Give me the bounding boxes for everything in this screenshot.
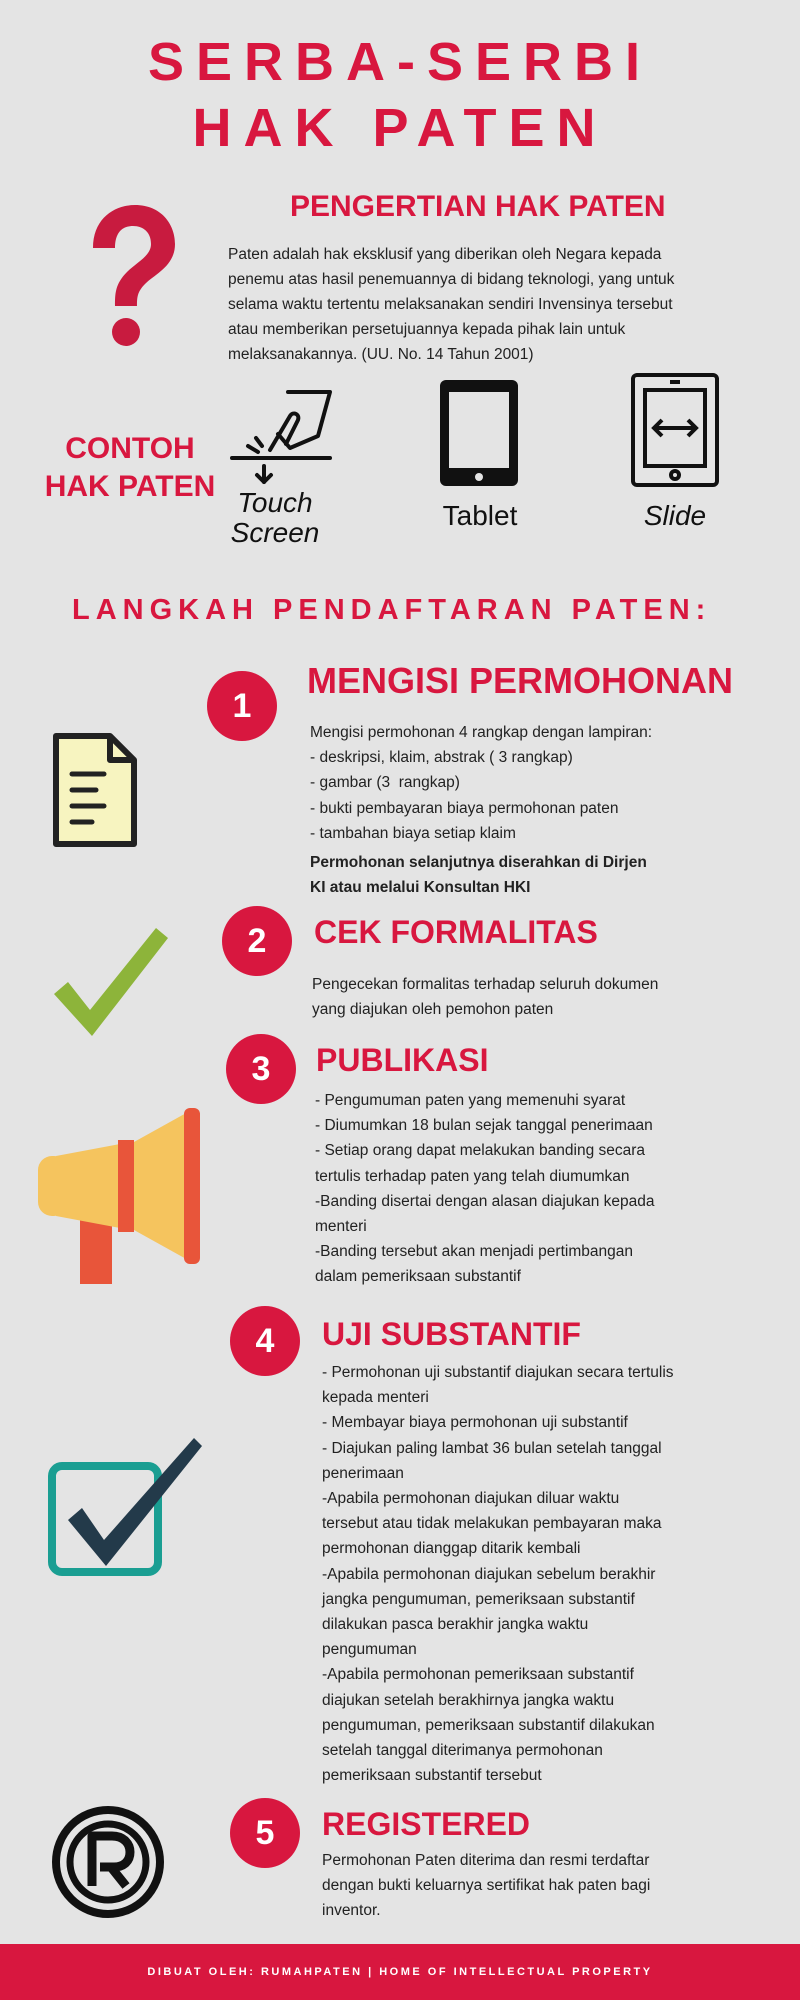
example-label-slide: Slide bbox=[643, 500, 707, 531]
step-title: CEK FORMALITAS bbox=[314, 914, 598, 950]
step-line: - Membayar biaya permohonan uji substantif bbox=[322, 1414, 628, 1432]
step-line: kepada menteri bbox=[322, 1389, 429, 1407]
step-line: dengan bukti keluarnya sertifikat hak paten bagi bbox=[322, 1877, 651, 1895]
definition-line: melaksanakannya. (UU. No. 14 Tahun 2001) bbox=[228, 346, 534, 363]
step-line: permohonan dianggap ditarik kembali bbox=[322, 1540, 581, 1558]
step-line: tersebut atau tidak melakukan pembayaran maka bbox=[322, 1515, 662, 1533]
step-line: tertulis terhadap paten yang telah diumumkan bbox=[315, 1167, 630, 1185]
step-line: Mengisi permohonan 4 rangkap dengan lampiran: bbox=[310, 724, 653, 741]
step-line: menteri bbox=[315, 1218, 367, 1236]
step-line: inventor. bbox=[322, 1902, 381, 1920]
step-title: PUBLIKASI bbox=[316, 1042, 489, 1078]
step-line: - Diajukan paling lambat 36 bulan setelah tanggal bbox=[322, 1439, 662, 1457]
definition-line: Paten adalah hak eksklusif yang diberikan oleh Negara kepada bbox=[228, 246, 662, 263]
megaphone-icon bbox=[36, 1108, 216, 1293]
footer-credit: DIBUAT OLEH: RUMAHPATEN | HOME OF INTELLECTUAL PROPERTY bbox=[0, 1944, 800, 2000]
step-title: REGISTERED bbox=[322, 1806, 531, 1842]
registered-icon bbox=[50, 1804, 166, 1925]
definition-heading: PENGERTIAN HAK PATEN bbox=[290, 190, 666, 223]
touch-screen-icon bbox=[230, 388, 340, 493]
step-line: dalam pemeriksaan substantif bbox=[315, 1268, 521, 1286]
step-line: diajukan setelah berakhirnya jangka waktu bbox=[322, 1691, 615, 1709]
step-body bbox=[315, 1088, 655, 1290]
step-line: yang diajukan oleh pemohon paten bbox=[312, 1001, 554, 1019]
tablet-icon bbox=[438, 378, 520, 493]
step-line: pengumuman bbox=[322, 1641, 417, 1659]
examples-heading-line: HAK PATEN bbox=[44, 470, 216, 503]
steps-heading: LANGKAH PENDAFTARAN PATEN: bbox=[72, 594, 712, 626]
checkmark-icon bbox=[50, 922, 170, 1047]
definition-line: atau memberikan persetujuannya kepada pihak lain untuk bbox=[228, 321, 626, 338]
example-label-touch-screen bbox=[205, 488, 345, 548]
step-number-badge: 1 bbox=[207, 671, 277, 741]
step-title: UJI SUBSTANTIF bbox=[322, 1316, 581, 1352]
definition-line: penemu atas hasil penemuannya di bidang teknologi, yang untuk bbox=[228, 271, 675, 288]
step-line: -Banding tersebut akan menjadi pertimbangan bbox=[315, 1243, 633, 1261]
slide-icon bbox=[630, 372, 720, 493]
step-line-bold: KI atau melalui Konsultan HKI bbox=[310, 879, 531, 897]
title-line-1: SERBA-SERBI bbox=[147, 32, 653, 92]
document-icon bbox=[52, 732, 138, 853]
step-line: penerimaan bbox=[322, 1464, 404, 1482]
step-body bbox=[310, 720, 652, 900]
step-line: - Pengumuman paten yang memenuhi syarat bbox=[315, 1092, 626, 1109]
step-line: - Permohonan uji substantif diajukan secara tertulis bbox=[322, 1364, 674, 1381]
example-label-tablet: Tablet bbox=[442, 500, 518, 531]
step-line: pengumuman, pemeriksaan substantif dilakukan bbox=[322, 1716, 655, 1734]
step-line: Permohonan Paten diterima dan resmi terdaftar bbox=[322, 1852, 650, 1869]
step-line: - Setiap orang dapat melakukan banding secara bbox=[315, 1142, 646, 1160]
step-number-badge: 5 bbox=[230, 1798, 300, 1868]
step-line-bold: Permohonan selanjutnya diserahkan di Dirjen bbox=[310, 854, 647, 872]
step-body bbox=[312, 972, 658, 1022]
step-line: - bukti pembayaran biaya permohonan paten bbox=[310, 799, 619, 817]
step-line: - Diumumkan 18 bulan sejak tanggal penerimaan bbox=[315, 1117, 653, 1135]
step-line: -Apabila permohonan diajukan sebelum berakhir bbox=[322, 1565, 656, 1583]
step-line: setelah tanggal diterimanya permohonan bbox=[322, 1742, 603, 1760]
step-body bbox=[322, 1848, 650, 1924]
examples-heading bbox=[30, 430, 230, 506]
step-line: -Apabila permohonan diajukan diluar waktu bbox=[322, 1490, 620, 1508]
example-label-line: Touch bbox=[237, 487, 313, 518]
example-label-line: Screen bbox=[230, 517, 320, 548]
question-mark-icon bbox=[75, 200, 185, 355]
step-number-badge: 2 bbox=[222, 906, 292, 976]
step-title: MENGISI PERMOHONAN bbox=[307, 660, 734, 701]
step-line: - deskripsi, klaim, abstrak ( 3 rangkap) bbox=[310, 749, 573, 767]
step-body bbox=[322, 1360, 674, 1788]
step-line: - gambar (3 rangkap) bbox=[310, 774, 460, 792]
definition-line: selama waktu tertentu melaksanakan sendiri Invensinya tersebut bbox=[228, 296, 673, 313]
examples-heading-line: CONTOH bbox=[65, 432, 195, 465]
definition-text bbox=[228, 242, 768, 367]
step-line: -Apabila permohonan pemeriksaan substantif bbox=[322, 1666, 634, 1684]
step-line: dilakukan pasca berakhir jangka waktu bbox=[322, 1616, 589, 1634]
step-line: - tambahan biaya setiap klaim bbox=[310, 824, 516, 842]
step-number-badge: 3 bbox=[226, 1034, 296, 1104]
title-line-2: HAK PATEN bbox=[192, 98, 608, 158]
checkbox-icon bbox=[46, 1432, 206, 1587]
step-line: pemeriksaan substantif tersebut bbox=[322, 1767, 542, 1785]
step-line: Pengecekan formalitas terhadap seluruh dokumen bbox=[312, 976, 659, 993]
step-number-badge: 4 bbox=[230, 1306, 300, 1376]
step-line: -Banding disertai dengan alasan diajukan kepada bbox=[315, 1192, 655, 1210]
step-line: jangka pengumuman, pemeriksaan substantif bbox=[322, 1590, 635, 1608]
